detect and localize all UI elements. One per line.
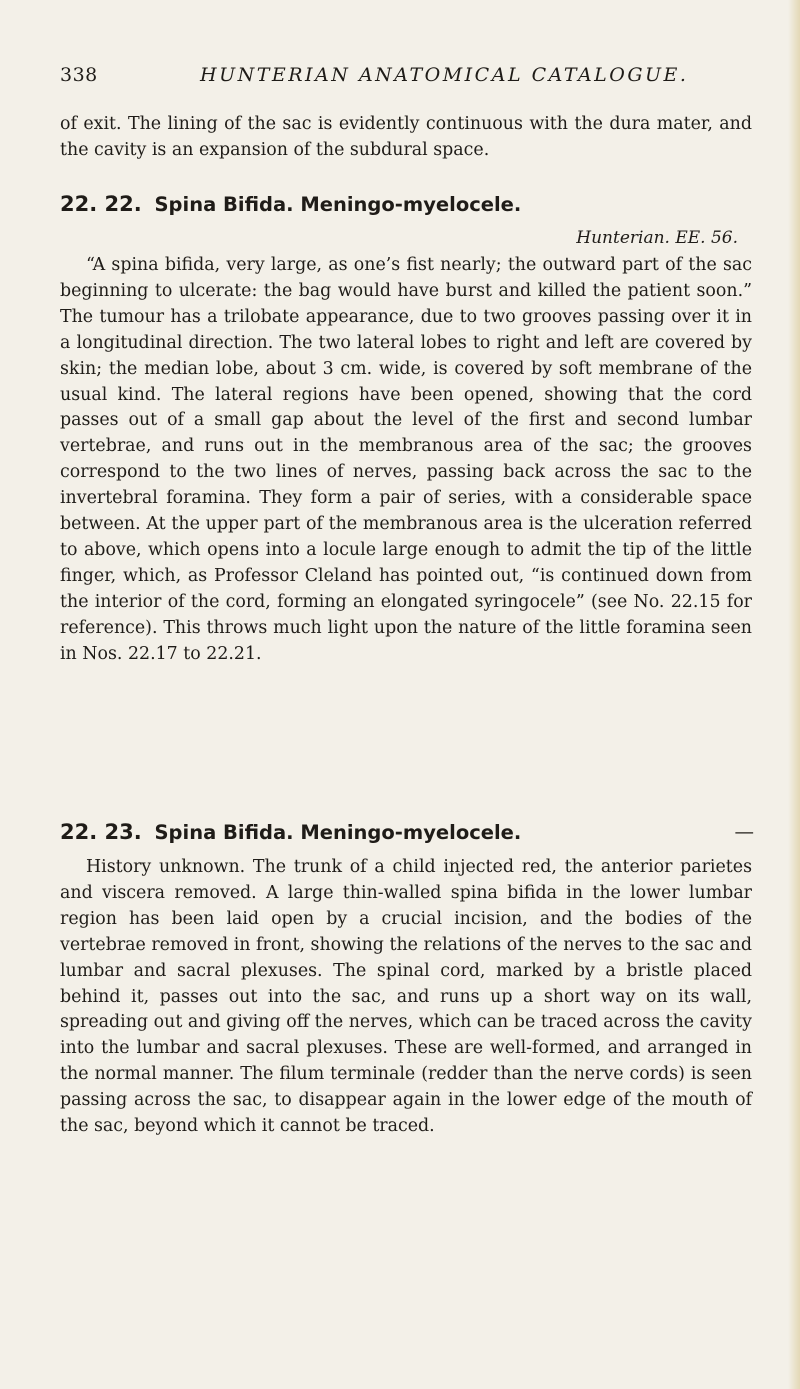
entry-body-block	[60, 855, 752, 1140]
entry-number: 22. 23.	[60, 820, 142, 844]
entry-title: Spina Bifida. Meningo-myelocele.	[154, 193, 522, 216]
page-number: 338	[60, 64, 98, 86]
entry-body: “A spina bifida, very large, as one’s fist nearly; the outward part of the sac beginning to ulcerate: the bag would have burst and killed the patient soon.” The tumour has a trilobate appearance, due to two grooves passing over it in a longitudinal direction. The two lateral lobes to right and left are covered by skin; the median lobe, about 3 cm. wide, is covered by soft membrane of the usual kind. The lateral regions have been opened, showing that the cord passes out of a small gap about the level of the first and second lumbar vertebrae, and runs out in the membranous area of the sac; the grooves correspond to the two lines of nerves, passing back across the sac to the invertebral foramina. They form a pair of series, with a considerable space between. At the upper part of the membranous area is the ulceration referred to above, which opens into a locule large enough to admit the tip of the little finger, which, as Professor Cleland has pointed out, “is continued down from the interior of the cord, forming an elongated syringocele” (see No. 22.15 for reference). This throws much light upon the nature of the little foramina seen in Nos. 22.17 to 22.21.	[60, 255, 752, 664]
intro-paragraph: of exit. The lining of the sac is evidently continuous with the dura mater, and the cavity is an expansion of the subdural space.	[60, 114, 752, 160]
entry-title: Spina Bifida. Meningo-myelocele.	[154, 821, 522, 844]
entry-trailing-mark: —	[734, 820, 754, 843]
entry-body: History unknown. The trunk of a child injected red, the anterior parietes and viscera removed. A large thin-walled spina bifida in the lower lumbar region has been laid open by a crucial incision, and the bodies of the vertebrae removed in front, showing the relations of the nerves to the sac and lumbar and sacral plexuses. The spinal cord, marked by a bristle placed behind it, passes out into the sac, and runs up a short way on its wall, spreading out and giving off the nerves, which can be traced across the cavity into the lumbar and sacral plexuses. These are well-formed, and arranged in the normal manner. The filum terminale (redder than the nerve cords) is seen passing across the sac, to disappear again in the lower edge of the mouth of the sac, beyond which it cannot be traced.	[60, 857, 752, 1137]
entry-source: Hunterian. EE. 56.	[576, 228, 738, 248]
running-head	[60, 64, 760, 90]
entry-number: 22. 22.	[60, 192, 142, 216]
entry-heading	[60, 190, 760, 219]
page-edge-shading	[788, 0, 800, 1389]
entry-heading	[60, 818, 760, 847]
intro-paragraph-block	[60, 112, 752, 164]
entry-body-block	[60, 253, 752, 668]
running-head-title: HUNTERIAN ANATOMICAL CATALOGUE.	[200, 64, 689, 86]
